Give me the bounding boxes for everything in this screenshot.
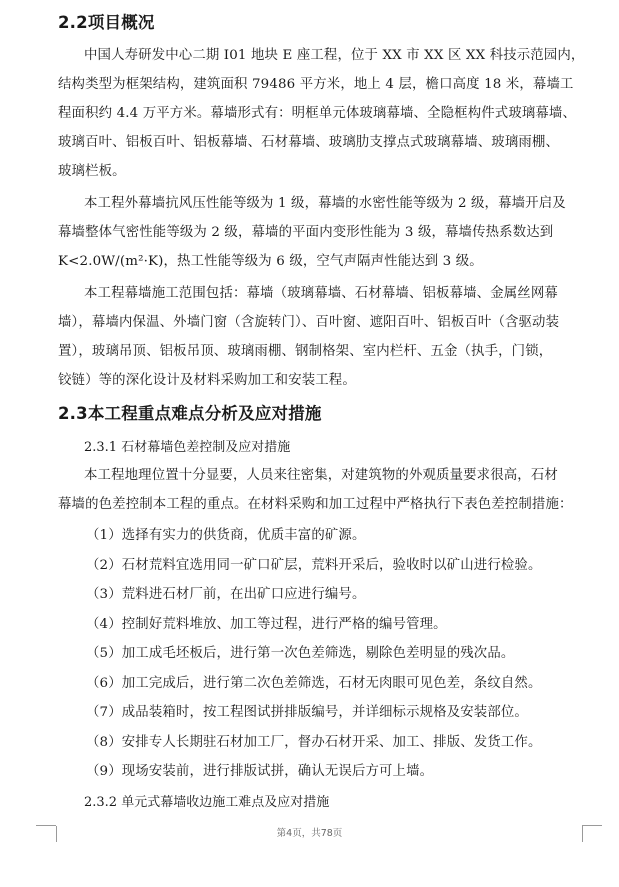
paragraph-line: 幕墙的色差控制本工程的重点。在材料采购和加工过程中严格执行下表色差控制措施： (58, 497, 573, 512)
paragraph-line: 程面积约 4.4 万平方米。幕墙形式有：明框单元体玻璃幕墙、全隐框构件式玻璃幕墙、 (58, 106, 577, 121)
section-heading-2-3: 2.3本工程重点难点分析及应对措施 (58, 404, 322, 423)
list-item: （7）成品装箱时，按工程图试拼排版编号，并详细标示规格及安装部位。 (86, 705, 528, 720)
list-item: （5）加工成毛坯板后，进行第一次色差筛选，剔除色差明显的残次品。 (86, 646, 515, 661)
paragraph-line: 中国人寿研发中心二期 I01 地块 E 座工程，位于 XX 市 XX 区 XX 科技示范园内， (84, 48, 585, 63)
paragraph-line: 本工程外幕墙抗风压性能等级为 1 级，幕墙的水密性能等级为 2 级，幕墙开启及 (84, 196, 566, 211)
list-item: （6）加工完成后，进行第二次色差筛选，石材无肉眼可见色差，条纹自然。 (86, 676, 542, 691)
paragraph-line: 置），玻璃吊顶、铝板吊顶、玻璃雨棚、钢制格架、室内栏杆、五金（执手，门锁， (58, 344, 553, 359)
list-item: （9）现场安装前，进行排版试拼，确认无误后方可上墙。 (86, 764, 434, 779)
page-footer: 第4页，共78页 (276, 828, 343, 839)
list-item: （4）控制好荒料堆放、加工等过程，进行严格的编号管理。 (86, 617, 447, 632)
paragraph-line: 幕墙整体气密性能等级为 2 级，幕墙的平面内变形性能为 3 级，幕墙传热系数达到 (58, 225, 554, 240)
paragraph-line: 玻璃百叶、铝板百叶、铝板幕墙、石材幕墙、玻璃肋支撑点式玻璃幕墙、玻璃雨棚、 (58, 135, 560, 150)
list-item: （8）安排专人长期驻石材加工厂，督办石材开采、加工、排版、发货工作。 (86, 735, 542, 750)
list-item: （3）荒料进石材厂前，在出矿口应进行编号。 (86, 587, 366, 602)
paragraph-line: 墙），幕墙内保温、外墙门窗（含旋转门）、百叶窗、遮阳百叶、铝板百叶（含驱动装 (58, 315, 560, 330)
list-item: （2）石材荒料宜选用同一矿口矿层，荒料开采后，验收时以矿山进行检验。 (86, 558, 542, 573)
subsection-heading-2-3-1: 2.3.1 石材幕墙色差控制及应对措施 (84, 440, 291, 455)
subsection-heading-2-3-2: 2.3.2 单元式幕墙收边施工难点及应对措施 (84, 795, 330, 810)
section-heading-2-2: 2.2项目概况 (58, 13, 155, 32)
paragraph-line: 铰链）等的深化设计及材料采购加工和安装工程。 (58, 373, 356, 388)
paragraph-line: K<2.0W/(m²·K)，热工性能等级为 6 级，空气声隔声性能达到 3 级。 (58, 254, 483, 269)
paragraph-line: 本工程地理位置十分显要，人员来往密集，对建筑物的外观质量要求很高，石材 (84, 468, 558, 483)
list-item: （1）选择有实力的供货商，优质丰富的矿源。 (86, 528, 366, 543)
paragraph-line: 本工程幕墙施工范围包括：幕墙（玻璃幕墙、石材幕墙、铝板幕墙、金属丝网幕 (84, 286, 558, 301)
paragraph-line: 玻璃栏板。 (58, 164, 126, 179)
paragraph-line: 结构类型为框架结构，建筑面积 79486 平方米，地上 4 层，檐口高度 18 米，幕墙工 (58, 77, 574, 92)
